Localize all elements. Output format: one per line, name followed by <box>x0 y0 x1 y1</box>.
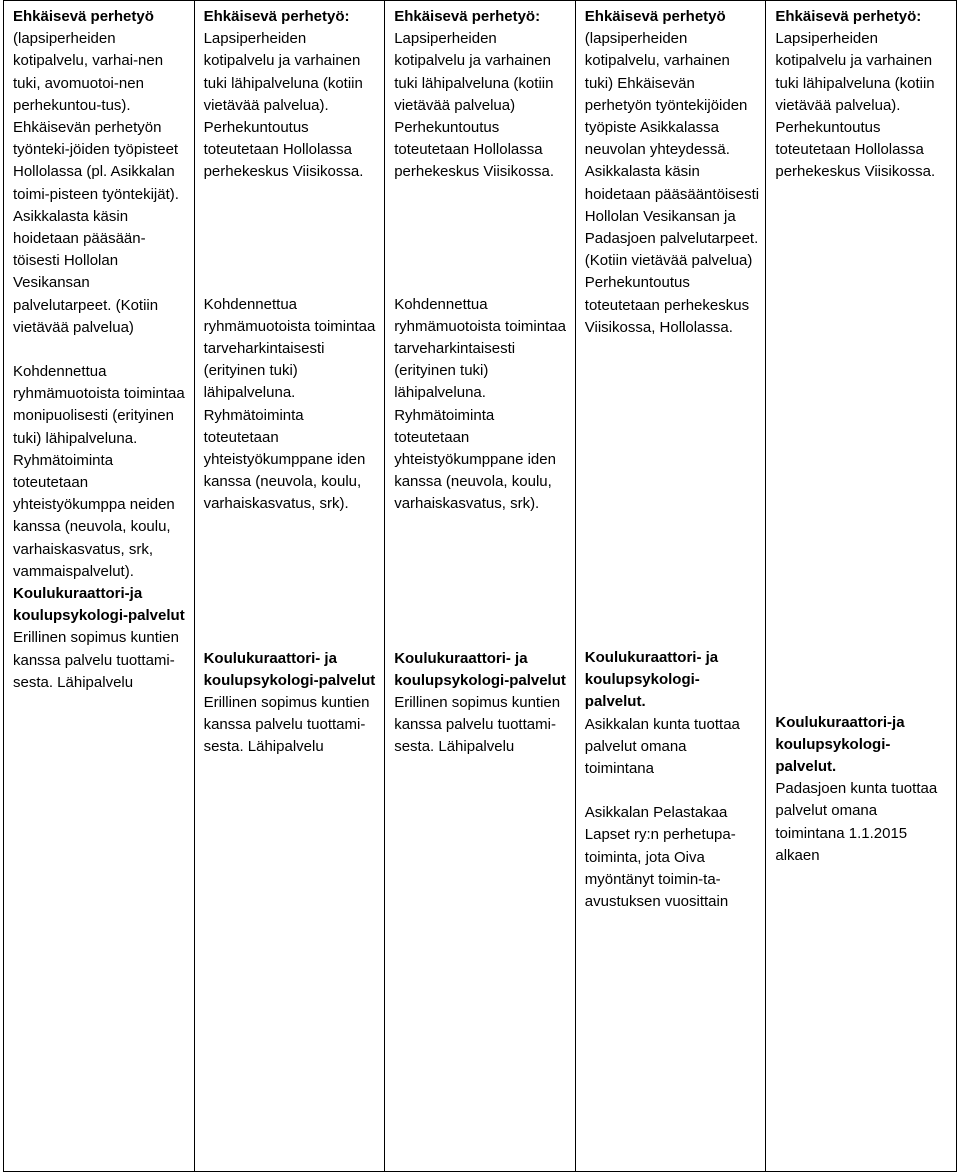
table-cell-3 <box>385 1 576 1172</box>
cell-school-body: Padasjoen kunta tuottaa palvelut omana toimintana 1.1.2015 alkaen <box>775 780 938 864</box>
cell-body: Lapsiperheiden kotipalvelu ja varhainen tuki lähipalveluna (kotiin vietävää palvelua). Perhekuntoutus toteutetaan Hollolassa perhekeskus Viisikossa. <box>775 30 936 181</box>
cell-heading: Ehkäisevä perhetyö <box>584 8 726 25</box>
cell-body: Lapsiperheiden kotipalvelu ja varhainen tuki lähipalveluna (kotiin vietävää palvelua). Perhekuntoutus toteutetaan Hollolassa perhekeskus Viisikossa. <box>203 30 364 181</box>
cell-heading: Ehkäisevä perhetyö: <box>203 8 350 25</box>
cell-extra-text: Asikkalan Pelastakaa Lapset ry:n perhetupa-toiminta, jota Oiva myöntänyt toimin-ta-avustuksen vuosittain <box>584 804 736 911</box>
table-cell-5 <box>766 1 957 1172</box>
cell-body: Lapsiperheiden kotipalvelu ja varhainen tuki lähipalveluna (kotiin vietävää palvelua) Perhekuntoutus toteutetaan Hollolassa perhekeskus Viisikossa. <box>394 30 554 181</box>
cell-group-text: Kohdennettua ryhmämuotoista toimintaa tarveharkintaisesti (erityinen tuki) lähipalveluna. Ryhmätoiminta toteutetaan yhteistyökumppane iden kanssa (neuvola, koulu, varhaiskasvatus, srk). <box>394 295 566 513</box>
spacer <box>204 184 379 294</box>
cell-school-heading: Koulukuraattori- ja koulupsykologi-palvelut <box>203 649 376 689</box>
cell-heading: Ehkäisevä perhetyö: <box>775 8 922 25</box>
cell-school-heading: Koulukuraattori-ja koulupsykologi-palvelut. <box>775 713 905 776</box>
cell-school-heading: Koulukuraattori-ja koulupsykologi-palvelut <box>13 585 185 625</box>
spacer <box>585 339 760 647</box>
cell-group-text: Kohdennettua ryhmämuotoista toimintaa tarveharkintaisesti (erityinen tuki) lähipalveluna. Ryhmätoiminta toteutetaan yhteistyökumppane iden kanssa (neuvola, koulu, varhaiskasvatus, srk). <box>203 295 376 513</box>
spacer <box>394 184 569 294</box>
cell-school-heading: Koulukuraattori- ja koulupsykologi-palvelut <box>394 649 566 689</box>
table-cell-1 <box>4 1 195 1172</box>
cell-school-body: Erillinen sopimus kuntien kanssa palvelu tuottami-sesta. Lähipalvelu <box>394 694 561 756</box>
table-cell-2 <box>194 1 385 1172</box>
spacer <box>13 339 188 361</box>
cell-school-body: Erillinen sopimus kuntien kanssa palvelu tuottami-sesta. Lähipalvelu <box>13 629 179 691</box>
table-cell-4 <box>575 1 766 1172</box>
table-row <box>4 1 957 1172</box>
cell-body: (lapsiperheiden kotipalvelu, varhai-nen tuki, avomuotoi-nen perhekuntou-tus). Ehkäisevän perhetyön työnteki-jöiden työpisteet Hollolassa (pl. Asikkalan toimi-pisteen työntekijät). Asikkalasta käsin hoidetaan pääsään-töisesti Hollolan Vesikansan palvelutarpeet. (Kotiin vietävää palvelua) <box>13 30 179 336</box>
cell-school-heading: Koulukuraattori- ja koulupsykologi-palvelut. <box>584 649 719 711</box>
services-table <box>3 0 957 1172</box>
cell-school-body: Asikkalan kunta tuottaa palvelut omana toimintana <box>584 715 740 778</box>
spacer <box>394 516 569 648</box>
spacer <box>585 780 760 802</box>
cell-school-body: Erillinen sopimus kuntien kanssa palvelu tuottami-sesta. Lähipalvelu <box>203 694 370 756</box>
cell-heading: Ehkäisevä perhetyö: <box>394 8 541 25</box>
spacer <box>204 516 379 648</box>
cell-heading: Ehkäisevä perhetyö <box>13 8 154 25</box>
cell-body: (lapsiperheiden kotipalvelu, varhainen tuki) Ehkäisevän perhetyön työntekijöiden työpiste Asikkalassa neuvolan yhteydessä. Asikkalasta käsin hoidetaan pääsääntöisesti Hollolan Vesikansan ja Padasjoen palvelutarpeet. (Kotiin vietävää palvelua) Perhekuntoutus toteutetaan perhekeskus Viisikossa, Hollolassa. <box>584 30 760 336</box>
cell-group-text: Kohdennettua ryhmämuotoista toimintaa monipuolisesti (erityinen tuki) lähipalveluna. Ryhmätoiminta toteutetaan yhteistyökumppa neiden kanssa (neuvola, koulu, varhaiskasvatus, srk, vammaispalvelut). <box>13 363 185 580</box>
spacer <box>775 184 950 712</box>
